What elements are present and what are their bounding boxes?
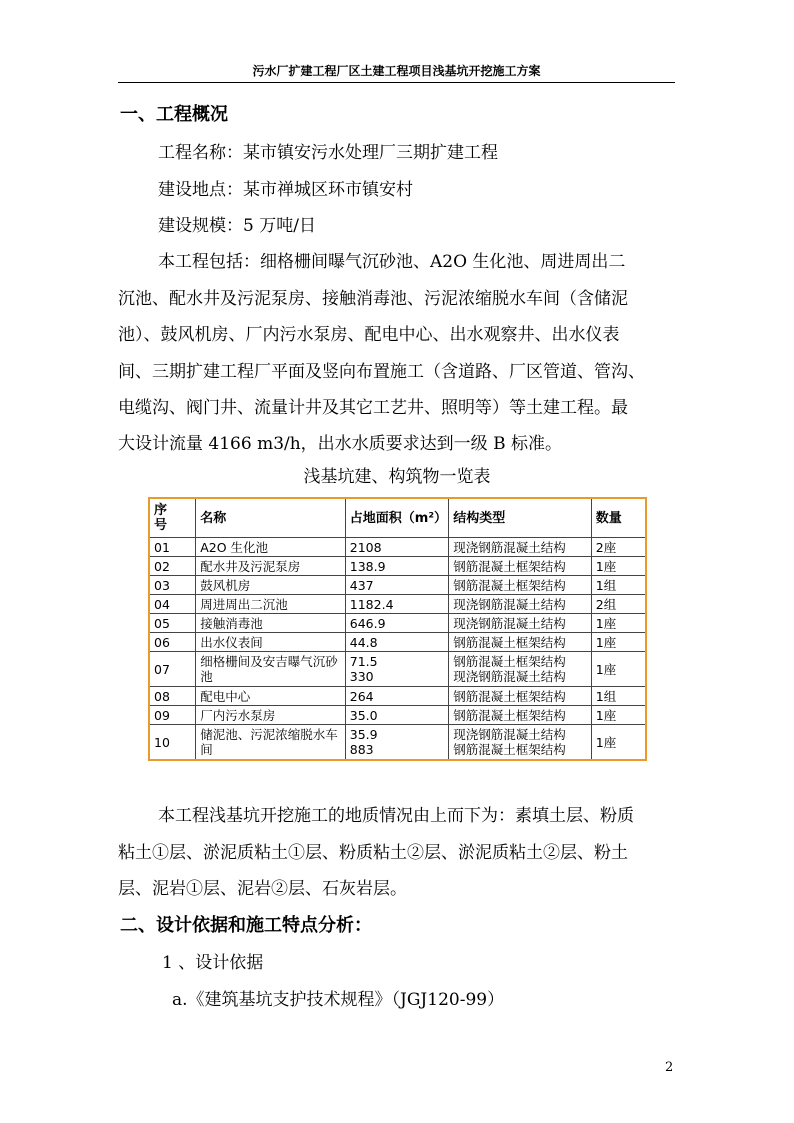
page-header: 污水厂扩建工程厂区土建工程项目浅基坑开挖施工方案	[252, 64, 541, 78]
cell-area: 646.9	[345, 614, 448, 633]
cell-area: 138.9	[345, 557, 448, 576]
header-structure: 结构类型	[449, 498, 592, 538]
geology-line: 粘土①层、淤泥质粘土①层、粉质粘土②层、淤泥质粘土②层、粉土	[118, 843, 628, 863]
cell-structure: 现浇钢筋混凝土结构 钢筋混凝土框架结构	[449, 725, 592, 761]
table-row	[149, 595, 646, 614]
header-no-label: 序号	[154, 503, 168, 533]
page-number: 2	[665, 1060, 674, 1075]
cell-name: A2O 生化池	[196, 538, 346, 557]
table-row	[149, 725, 646, 761]
header-no	[149, 498, 196, 538]
scope-line: 电缆沟、阀门井、流量计井及其它工艺井、照明等）等土建工程。最	[118, 398, 628, 418]
cell-structure: 钢筋混凝土框架结构	[449, 633, 592, 652]
project-name-line: 工程名称：某市镇安污水处理厂三期扩建工程	[158, 143, 498, 163]
buildings-table	[148, 497, 647, 761]
table-caption: 浅基坑建、构筑物一览表	[303, 467, 491, 487]
cell-quantity: 1组	[591, 687, 646, 706]
cell-structure: 钢筋混凝土框架结构	[449, 576, 592, 595]
geology-line: 本工程浅基坑开挖施工的地质情况由上而下为：素填土层、粉质	[158, 806, 634, 826]
header-area: 占地面积（m²）	[345, 498, 448, 538]
cell-name: 配电中心	[196, 687, 346, 706]
table-row	[149, 687, 646, 706]
cell-structure: 现浇钢筋混凝土结构	[449, 595, 592, 614]
cell-area: 1182.4	[345, 595, 448, 614]
cell-name: 鼓风机房	[196, 576, 346, 595]
cell-area: 35.9 883	[345, 725, 448, 761]
table-row	[149, 633, 646, 652]
cell-no: 05	[149, 614, 196, 633]
cell-structure: 现浇钢筋混凝土结构	[449, 614, 592, 633]
table-header-row	[149, 498, 646, 538]
header-quantity: 数量	[591, 498, 646, 538]
cell-quantity: 1座	[591, 557, 646, 576]
cell-structure: 钢筋混凝土框架结构	[449, 706, 592, 725]
cell-area: 2108	[345, 538, 448, 557]
cell-name: 配水井及污泥泵房	[196, 557, 346, 576]
cell-name: 储泥池、污泥浓缩脱水车间	[196, 725, 346, 761]
header-divider	[118, 82, 675, 83]
cell-name: 接触消毒池	[196, 614, 346, 633]
cell-quantity: 2组	[591, 595, 646, 614]
cell-no: 09	[149, 706, 196, 725]
cell-no: 06	[149, 633, 196, 652]
cell-name: 细格栅间及安吉曝气沉砂池	[196, 652, 346, 687]
subsection-heading: 1 、设计依据	[162, 953, 264, 973]
table-row	[149, 538, 646, 557]
cell-name: 厂内污水泵房	[196, 706, 346, 725]
project-location-line: 建设地点：某市禅城区环市镇安村	[158, 180, 413, 200]
section-heading-design-basis: 二、设计依据和施工特点分析：	[120, 915, 372, 936]
header-name: 名称	[196, 498, 346, 538]
table-row	[149, 576, 646, 595]
scope-line: 本工程包括：细格栅间曝气沉砂池、A2O 生化池、周进周出二	[158, 252, 626, 272]
project-scale-line: 建设规模：5 万吨/日	[158, 216, 316, 236]
scope-line: 间、三期扩建工程厂平面及竖向布置施工（含道路、厂区管道、管沟、	[118, 362, 645, 382]
cell-no: 07	[149, 652, 196, 687]
cell-name: 周进周出二沉池	[196, 595, 346, 614]
cell-area: 71.5 330	[345, 652, 448, 687]
cell-quantity: 1座	[591, 614, 646, 633]
cell-area: 437	[345, 576, 448, 595]
cell-no: 01	[149, 538, 196, 557]
cell-quantity: 1座	[591, 652, 646, 687]
geology-line: 层、泥岩①层、泥岩②层、石灰岩层。	[118, 879, 407, 899]
section-heading-overview: 一、工程概况	[120, 104, 228, 125]
table-row	[149, 652, 646, 687]
cell-no: 08	[149, 687, 196, 706]
scope-line: 沉池、配水井及污泥泵房、接触消毒池、污泥浓缩脱水车间（含储泥	[118, 289, 628, 309]
cell-no: 10	[149, 725, 196, 761]
cell-quantity: 1座	[591, 725, 646, 761]
table-row	[149, 706, 646, 725]
reference-item: a.《建筑基坑支护技术规程》（JGJ120-99）	[172, 990, 505, 1010]
cell-no: 04	[149, 595, 196, 614]
cell-quantity: 2座	[591, 538, 646, 557]
table-row	[149, 614, 646, 633]
cell-no: 02	[149, 557, 196, 576]
cell-quantity: 1座	[591, 633, 646, 652]
cell-quantity: 1组	[591, 576, 646, 595]
cell-area: 35.0	[345, 706, 448, 725]
cell-name: 出水仪表间	[196, 633, 346, 652]
cell-structure: 钢筋混凝土框架结构	[449, 687, 592, 706]
cell-quantity: 1座	[591, 706, 646, 725]
cell-no: 03	[149, 576, 196, 595]
cell-area: 44.8	[345, 633, 448, 652]
cell-structure: 钢筋混凝土框架结构 现浇钢筋混凝土结构	[449, 652, 592, 687]
scope-line: 大设计流量 4166 m3/h，出水水质要求达到一级 B 标准。	[118, 434, 562, 454]
table-row	[149, 557, 646, 576]
cell-structure: 钢筋混凝土框架结构	[449, 557, 592, 576]
scope-line: 池）、鼓风机房、厂内污水泵房、配电中心、出水观察井、出水仪表	[118, 325, 620, 345]
cell-area: 264	[345, 687, 448, 706]
cell-structure: 现浇钢筋混凝土结构	[449, 538, 592, 557]
